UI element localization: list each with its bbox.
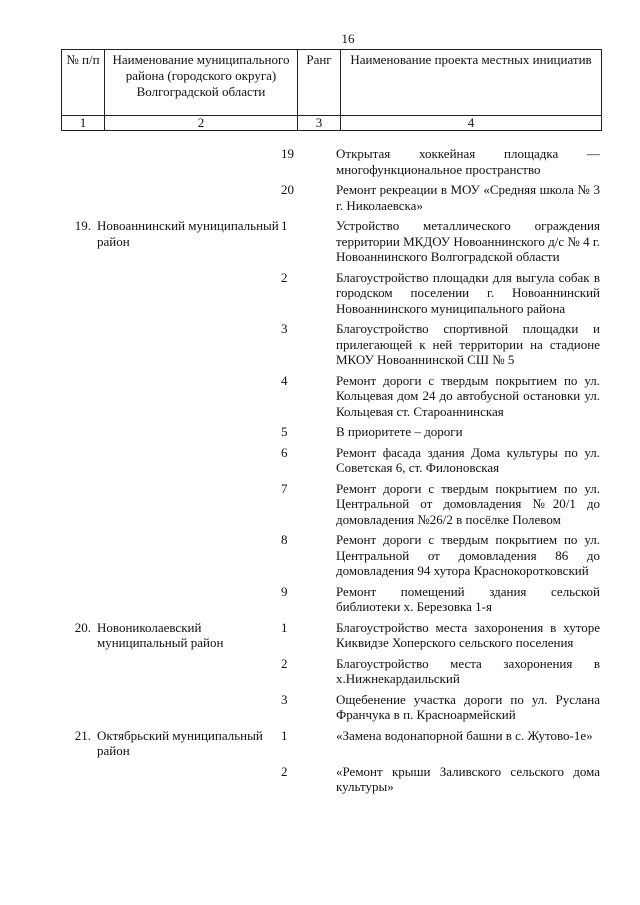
row-rank: 7 — [281, 480, 288, 496]
header-num-3: 3 — [298, 116, 341, 131]
table-row — [64, 146, 604, 177]
table-row — [64, 321, 604, 368]
row-rank: 5 — [281, 424, 288, 439]
row-rank: 2 — [281, 269, 288, 285]
row-number: 21. — [74, 727, 91, 743]
row-district — [97, 584, 281, 615]
row-rank: 4 — [281, 372, 288, 388]
table-row — [64, 728, 604, 759]
row-project: Ремонт дороги с твердым покрытием по ул. Центральной от домовладения №20/1 до домовладения №26/2 в посёлке Полевом — [336, 480, 600, 527]
header-number: № п/п — [62, 50, 105, 116]
row-number: 20. — [74, 619, 91, 635]
row-project: Ремонт дороги с твердым покрытием по ул. Кольцевая дом 24 до автобусной остановки ул. Кольцевая ст. Староаннинская — [336, 372, 600, 419]
row-district — [97, 182, 281, 213]
row-project: Ощебенение участка дороги по ул. Руслана Франчука в п. Красноармейский — [336, 691, 600, 722]
row-district — [97, 532, 281, 579]
row-number — [64, 656, 97, 687]
row-project: В приоритете – дороги — [336, 424, 463, 439]
table-body — [64, 146, 604, 795]
table-row — [64, 373, 604, 420]
row-rank: 2 — [281, 763, 288, 779]
row-district: Новониколаевский муниципальный район — [97, 619, 224, 650]
row-rank: 1 — [281, 619, 288, 635]
row-number — [64, 692, 97, 723]
row-number — [64, 270, 97, 317]
row-rank: 3 — [281, 321, 288, 336]
table-row — [64, 764, 604, 795]
header-num-1: 1 — [62, 116, 105, 131]
row-project: Ремонт рекреации в МОУ «Средняя школа № 3 г. Николаевска» — [336, 182, 600, 213]
row-rank: 9 — [281, 583, 288, 599]
row-district: Октябрьский муниципальный район — [97, 727, 263, 758]
row-district — [97, 146, 281, 177]
table-row — [64, 445, 604, 476]
row-number — [64, 146, 97, 177]
row-number — [64, 373, 97, 420]
table-row — [64, 584, 604, 615]
header-project: Наименование проекта местных инициатив — [341, 50, 602, 116]
header-rank: Ранг — [298, 50, 341, 116]
row-district — [97, 321, 281, 368]
row-number — [64, 764, 97, 795]
table-row — [64, 424, 604, 440]
row-number — [64, 532, 97, 579]
row-project: Благоустройство места захоронения в х.Нижнекардаильский — [336, 655, 600, 686]
row-project: Благоустройство места захоронения в хуторе Киквидзе Хоперского сельского поселения — [336, 619, 600, 650]
table-row — [64, 692, 604, 723]
row-district — [97, 270, 281, 317]
row-number — [64, 584, 97, 615]
row-project: «Ремонт крыши Заливского сельского дома культуры» — [336, 763, 600, 794]
row-project: «Замена водонапорной башни в с. Жутово-1е» — [336, 727, 593, 743]
row-rank: 8 — [281, 532, 288, 547]
row-district — [97, 692, 281, 723]
row-project: Ремонт помещений здания сельской библиотеки х. Березовка 1-я — [336, 583, 600, 614]
table-row — [64, 532, 604, 579]
table-row — [64, 270, 604, 317]
row-project: Открытая хоккейная площадка — многофункциональное пространство — [336, 146, 600, 177]
row-district — [97, 373, 281, 420]
row-number — [64, 182, 97, 213]
row-project: Благоустройство площадки для выгула собак в городском поселении г. Новоаннинский Новоаннинского муниципального района — [336, 269, 600, 316]
table-row — [64, 218, 604, 265]
row-district: Новоаннинский муниципальный район — [97, 218, 279, 249]
row-project: Ремонт дороги с твердым покрытием по ул. Центральной от домовладения 86 до домовладения 94 хутора Краснокоротковский — [336, 532, 600, 578]
row-district — [97, 481, 281, 528]
row-district — [97, 656, 281, 687]
row-number — [64, 481, 97, 528]
row-number — [64, 321, 97, 368]
row-rank: 19 — [281, 146, 294, 161]
table-row — [64, 481, 604, 528]
row-rank: 3 — [281, 691, 288, 707]
page-number: 16 — [341, 31, 355, 46]
row-rank: 6 — [281, 444, 288, 460]
row-rank: 2 — [281, 655, 288, 671]
row-number — [64, 424, 97, 440]
table-row — [64, 182, 604, 213]
header-num-4: 4 — [341, 116, 602, 131]
table-row — [64, 656, 604, 687]
row-project: Благоустройство спортивной площадки и прилегающей к ней территории на стадионе МКОУ Новоаннинской СШ № 5 — [336, 321, 600, 367]
header-district: Наименование муниципального района (городского округа) Волгоградской области — [105, 50, 298, 116]
row-number: 19. — [74, 218, 91, 233]
table-row — [64, 620, 604, 651]
row-district — [97, 764, 281, 795]
header-num-2: 2 — [105, 116, 298, 131]
row-rank: 1 — [281, 727, 288, 743]
table-header — [61, 49, 602, 131]
row-rank: 20 — [281, 182, 294, 197]
row-project: Ремонт фасада здания Дома культуры по ул. Советская 6, ст. Филоновская — [336, 444, 600, 475]
row-project: Устройство металлического ограждения территории МКДОУ Новоаннинского д/с № 4 г. Новоаннинского Волгоградской области — [336, 218, 600, 264]
row-district — [97, 445, 281, 476]
row-district — [97, 424, 281, 440]
row-number — [64, 445, 97, 476]
row-rank: 1 — [281, 218, 288, 233]
